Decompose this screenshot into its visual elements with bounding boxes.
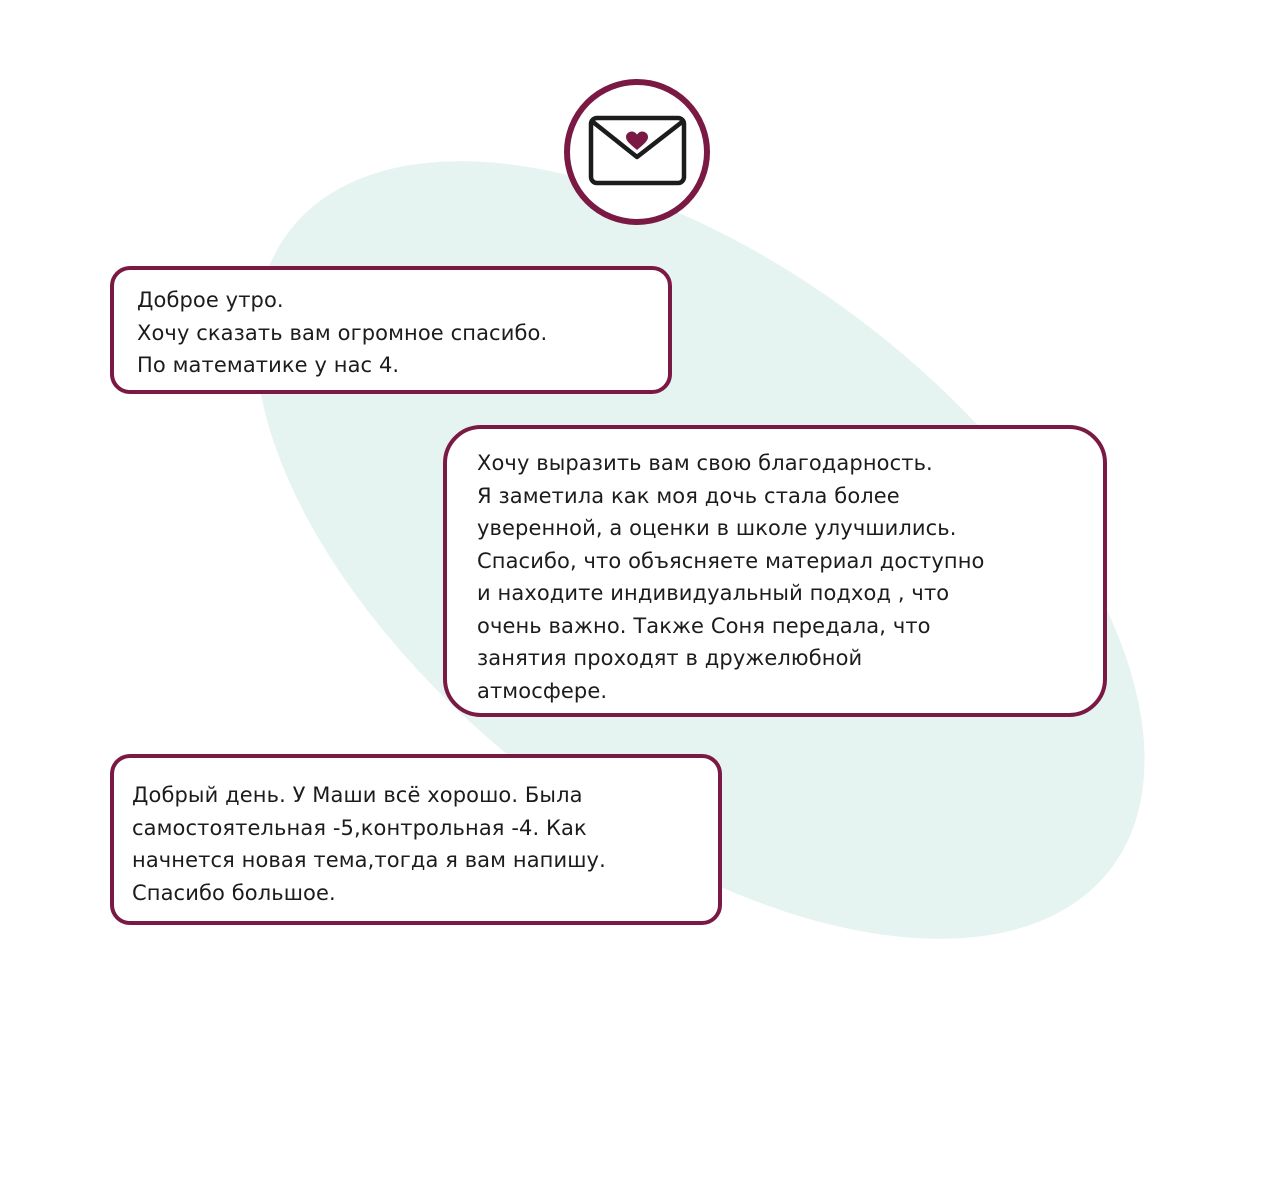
envelope-heart-icon [562,78,712,228]
message-line: и находите индивидуальный подход , что [477,581,950,605]
message-line: Спасибо, что объясняете материал доступно [477,548,985,573]
message-bubble-2 [443,425,1107,717]
message-line: Я заметила как моя дочь стала более [477,483,900,508]
message-line: занятия проходят в дружелюбной [477,646,863,670]
message-line: Спасибо большое. [132,880,336,905]
message-bubble-3 [110,754,722,925]
message-line: самостоятельная -5,контрольная -4. Как [132,815,587,840]
message-line: очень важно. Также Соня передала, что [477,613,931,638]
message-line: Хочу сказать вам огромное спасибо. [137,320,548,345]
message-line: Добрый день. У Маши всё хорошо. Была [132,783,583,807]
message-line: начнется новая тема,тогда я вам напишу. [132,848,606,872]
message-line: Доброе утро. [137,288,284,312]
message-line: Хочу выразить вам свою благодарность. [477,451,933,475]
message-line: уверенной, а оценки в школе улучшились. [477,516,957,540]
message-line: атмосфере. [477,678,608,703]
message-bubble-1 [110,266,672,394]
message-line: По математике у нас 4. [137,353,400,377]
